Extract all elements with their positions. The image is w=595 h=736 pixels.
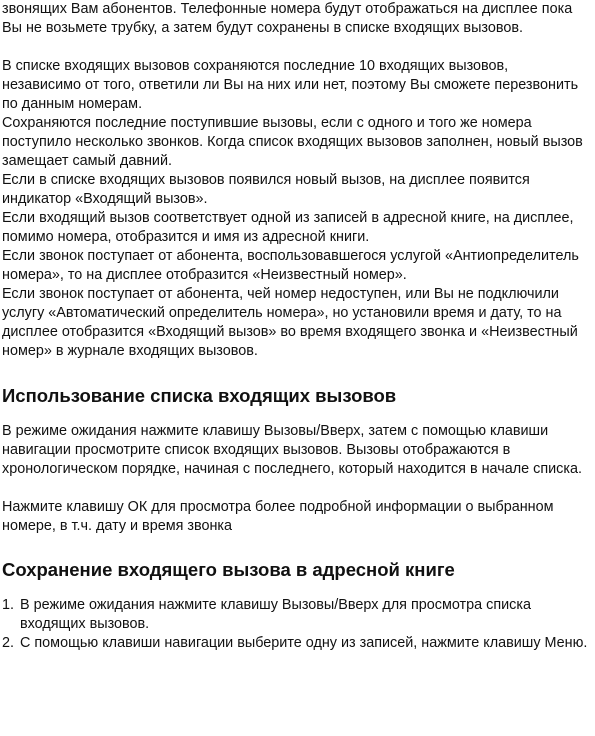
step-text: С помощью клавиши навигации выберите одну из записей, нажмите клавишу Меню. [20,635,588,651]
paragraph-intro-1: звонящих Вам абонентов. Телефонные номера будут отображаться на дисплее пока Вы не возьмете трубку, а затем будут сохранены в списке входящих вызовов. [2,1,573,36]
section-heading-save: Сохранение входящего вызова в адресной книге [2,559,455,580]
paragraph-intro-4: Если в списке входящих вызовов появился новый вызов, на дисплее появится индикатор «Входящий вызов». [2,172,530,207]
spacer [2,479,589,498]
paragraph-intro-2: В списке входящих вызовов сохраняются последние 10 входящих вызовов, независимо от того, ответили ли Вы на них или нет, поэтому Вы сможете перезвонить по данным номерам. [2,58,579,112]
spacer [2,582,589,596]
step-number: 2. [2,635,15,651]
spacer [2,38,589,57]
step-text: В режиме ожидания нажмите клавишу Вызовы/Вверх для просмотра списка входящих вызовов. [20,597,531,632]
paragraph-use-2: Нажмите клавишу ОК для просмотра более подробной информации о выбранном номере, в т.ч. дату и время звонка [2,499,554,534]
spacer [2,361,589,384]
spacer [2,536,589,558]
paragraph-use-1: В режиме ожидания нажмите клавишу Вызовы/Вверх, затем с помощью клавиши навигации просмотрите список входящих вызовов. Вызовы отображаются в хронологическом порядке, начиная с последнего, который находится в начале списка. [2,423,582,477]
paragraph-intro-6: Если звонок поступает от абонента, воспользовавшегося услугой «Антиопределитель номера», то на дисплее отобразится «Неизвестный номер». [2,248,579,283]
paragraph-intro-5: Если входящий вызов соответствует одной из записей в адресной книге, на дисплее, помимо номера, отобразится и имя из адресной книги. [2,210,574,245]
step-number: 1. [2,597,15,613]
section-heading-use: Использование списка входящих вызовов [2,385,397,406]
list-item [2,634,589,653]
steps-list [2,596,589,653]
spacer [2,408,589,422]
paragraph-intro-7: Если звонок поступает от абонента, чей номер недоступен, или Вы не подключили услугу «Автоматический определитель номера», но установили время и дату, то на дисплее отобразится «Входящий вызов» во время входящего звонка и «Неизвестный номер» в журнале входящих вызовов. [2,286,578,359]
paragraph-intro-3: Сохраняются последние поступившие вызовы, если с одного и того же номера поступило несколько звонков. Когда список входящих вызовов заполнен, новый вызов замещает самый давний. [2,115,583,169]
list-item [2,596,589,634]
